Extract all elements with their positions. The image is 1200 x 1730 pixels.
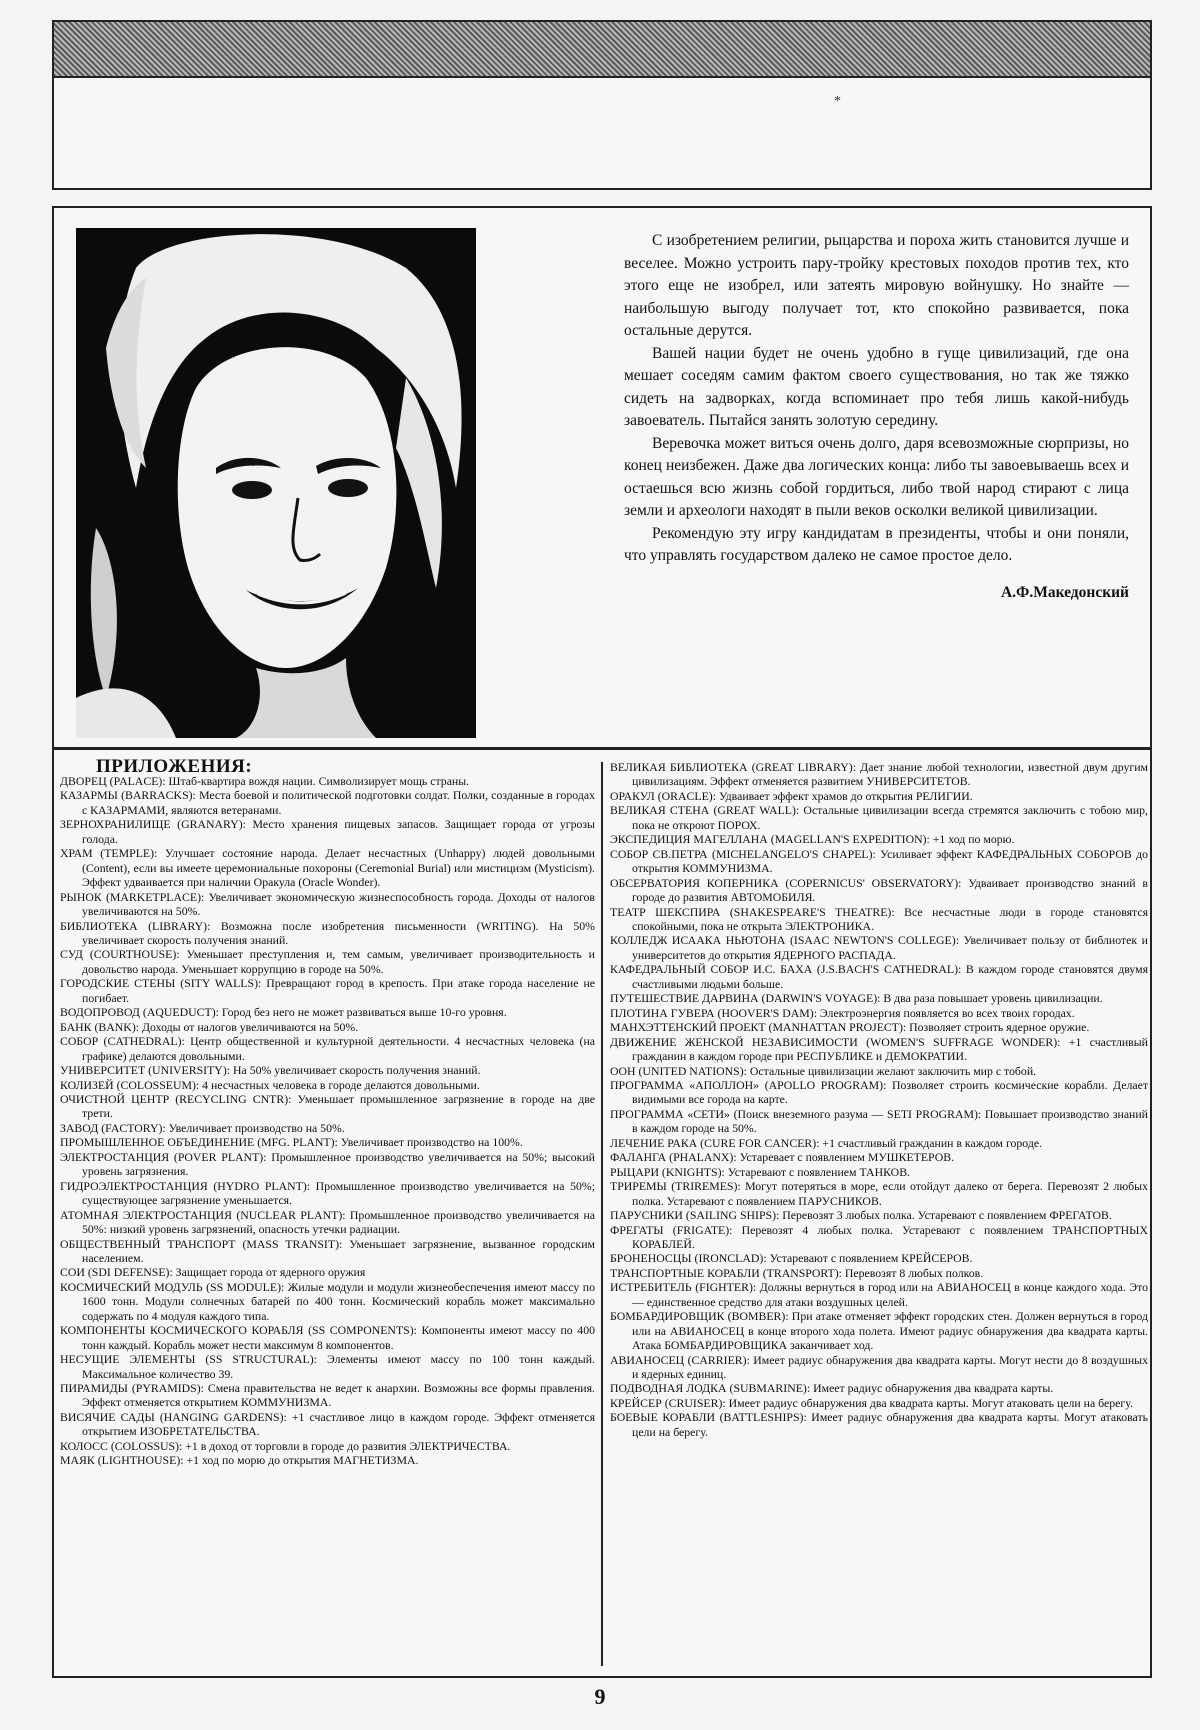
appendix-entry: ПОДВОДНАЯ ЛОДКА (SUBMARINE): Имеет радиус обнаружения два квадрата карты.: [610, 1381, 1054, 1396]
halftone-strip: [54, 22, 1150, 78]
appendix-entry: ТЕАТР ШЕКСПИРА (SHAKESPEARE'S THEATRE): Все несчастные люди в городе становятся спокойными, пока не открыта ЭЛЕКТРОНИКА.: [610, 904, 1148, 933]
appendix-entry: ФРЕГАТЫ (FRIGATE): Перевозят 4 любых полка. Устаревают с появлением ТРАНСПОРТНЫХ КОРАБЛЕЙ.: [610, 1222, 1148, 1251]
appendix-entry: КОЛИЗЕЙ (COLOSSEUM): 4 несчастных человека в городе делаются довольными.: [60, 1077, 480, 1092]
appendix-entry: КАФЕДРАЛЬНЫЙ СОБОР И.С. БАХА (J.S.BACH'S CATHEDRAL): В каждом городе становятся двумя счастливыми людьми больше.: [610, 962, 1148, 991]
appendix-left-column: [60, 774, 595, 1468]
appendix-entry: ПЛОТИНА ГУВЕРА (HOOVER'S DAM): Электроэнергия появляется во всех твоих городах.: [610, 1005, 1075, 1020]
intro-article: [624, 230, 1129, 604]
appendix-entry: УНИВЕРСИТЕТ (UNIVERSITY): На 50% увеличивает скорость получения знаний.: [60, 1063, 481, 1078]
intro-section: [52, 206, 1152, 749]
appendix-title: ПРИЛОЖЕНИЯ:: [96, 756, 253, 777]
intro-paragraph: Веревочка может виться очень долго, даря всевозможные сюрпризы, но конец неизбежен. Даже два логических конца: либо ты завоевываешь всех и остаешься всю жизнь собой гордиться, либо твой народ стирают с лица земли и археологи находят в пыли веков осколки великой цивилизации.: [624, 434, 1129, 519]
appendix-entry: ВОДОПРОВОД (AQUEDUCT): Город без него не может развиваться выше 10-го уровня.: [60, 1005, 507, 1020]
appendix-entry: БОМБАРДИРОВЩИК (BOMBER): При атаке отменяет эффект городских стен. Должен вернуться в город или на АВИАНОСЕЦ в конце второго хода полета. Имеют радиус обнаружения два квадрата карты. Атака БОМБАРДИРОВЩИКА заканчивает ход.: [610, 1309, 1148, 1353]
appendix-entry: ООН (UNITED NATIONS): Остальные цивилизации желают заключить мир с тобой.: [610, 1063, 1037, 1078]
appendix-entry: ТРАНСПОРТНЫЕ КОРАБЛИ (TRANSPORT): Перевозят 8 любых полков.: [610, 1265, 984, 1280]
appendix-entry: ПИРАМИДЫ (PYRAMIDS): Смена правительства не ведет к анархии. Возможны все формы правления. Эффект отменяется открытием КОММУНИЗМА.: [60, 1381, 595, 1410]
appendix-section: [52, 748, 1152, 1678]
appendix-entry: ОЧИСТНОЙ ЦЕНТР (RECYCLING CNTR): Уменьшает промышленное загрязнение в городе на две трети.: [60, 1091, 595, 1121]
appendix-entry: ИСТРЕБИТЕЛЬ (FIGHTER): Должны вернуться в город или на АВИАНОСЕЦ в конце каждого хода. Это — единственное средство для атаки воздушных целей.: [610, 1280, 1148, 1309]
appendix-entry: КОЛОСС (COLOSSUS): +1 в доход от торговли в городе до развития ЭЛЕКТРИЧЕСТВА.: [60, 1438, 511, 1453]
appendix-entry: НЕСУЩИЕ ЭЛЕМЕНТЫ (SS STRUCTURAL): Элементы имеют массу по 100 тонн каждый. Максимальное количество 39.: [60, 1352, 595, 1381]
appendix-entry: ЛЕЧЕНИЕ РАКА (CURE FOR CANCER): +1 счастливый гражданин в каждом городе.: [610, 1135, 1043, 1150]
appendix-entry: СУД (COURTHOUSE): Уменьшает преступления и, тем самым, увеличивает производительность и довольство народа. Уменьшает коррупцию в городе на 50%.: [60, 947, 595, 976]
header-mark: *: [834, 94, 841, 109]
appendix-entry: ВИСЯЧИЕ САДЫ (HANGING GARDENS): +1 счастливое лицо в каждом городе. Эффект отменяется открытием ИЗОБРЕТАТЕЛЬСТВА.: [60, 1409, 595, 1439]
appendix-entry: БАНК (BANK): Доходы от налогов увеличиваются на 50%.: [60, 1019, 359, 1034]
appendix-entry: ВЕЛИКАЯ БИБЛИОТЕКА (GREAT LIBRARY): Дает знание любой технологии, известной двум другим цивилизациям. Эффект отменяется развитием УНИВЕРСИТЕТОВ.: [610, 760, 1148, 789]
appendix-entry: ДВОРЕЦ (PALACE): Штаб-квартира вождя нации. Символизирует мощь страны.: [60, 774, 470, 788]
appendix-entry: ПРОГРАММА «СЕТИ» (Поиск внеземного разума — SETI PROGRAM): Повышает производство знаний в каждом городе на 50%.: [610, 1106, 1148, 1136]
intro-paragraph: Рекомендую эту игру кандидатам в президенты, чтобы и они поняли, что управлять государством далеко не самое простое дело.: [624, 524, 1129, 564]
appendix-entry: ГОРОДСКИЕ СТЕНЫ (SITY WALLS): Превращают город в крепость. При атаке города население не погибает.: [60, 976, 595, 1005]
appendix-entry: КРЕЙСЕР (CRUISER): Имеет радиус обнаружения два квадрата карты. Могут атаковать цели на берегу.: [610, 1395, 1133, 1410]
appendix-entry: ПУТЕШЕСТВИЕ ДАРВИНА (DARWIN'S VOYAGE): В два раза повышает уровень цивилизации.: [610, 991, 1103, 1006]
appendix-entry: АВИАНОСЕЦ (CARRIER): Имеет радиус обнаружения два квадрата карты. Могут нести до 8 воздушных и ядерных единиц.: [610, 1352, 1148, 1382]
appendix-entry: ОБСЕРВАТОРИЯ КОПЕРНИКА (COPERNICUS' OBSERVATORY): Удваивает производство знаний в городе до развития АВТОМОБИЛЯ.: [610, 875, 1148, 905]
appendix-entry: КОЛЛЕДЖ ИСААКА НЬЮТОНА (ISAAC NEWTON'S COLLEGE): Увеличивает пользу от библиотек и университетов до открытия ЯДЕРНОГО РАСПАДА.: [610, 933, 1148, 962]
appendix-entry: ТРИРЕМЫ (TRIREMES): Могут потеряться в море, если отойдут далеко от берега. Перевозят 2 любых полка. Устаревают с появлением ПАРУСНИКОВ.: [610, 1179, 1148, 1208]
appendix-entry: СОБОР СВ.ПЕТРА (MICHELANGELO'S CHAPEL): Усиливает эффект КАФЕДРАЛЬНЫХ СОБОРОВ до открытия КОММУНИЗМА.: [610, 846, 1148, 876]
appendix-entry: ПАРУСНИКИ (SAILING SHIPS): Перевозят 3 любых полка. Устаревают с появлением ФРЕГАТОВ.: [610, 1208, 1112, 1223]
appendix-entry: ОБЩЕСТВЕННЫЙ ТРАНСПОРТ (MASS TRANSIT): Уменьшает загрязнение, вызванное городским населением.: [60, 1236, 595, 1265]
appendix-entry: ГИДРОЭЛЕКТРОСТАНЦИЯ (HYDRO PLANT): Промышленное производство увеличивается на 50%; существующее загрязнение уменьшается.: [60, 1178, 595, 1208]
header-banner: [52, 20, 1152, 190]
appendix-entry: ЗАВОД (FACTORY): Увеличивает производство на 50%.: [60, 1120, 345, 1135]
appendix-entry: ДВИЖЕНИЕ ЖЕНСКОЙ НЕЗАВИСИМОСТИ (WOMEN'S SUFFRAGE WONDER): +1 счастливый гражданин в каждом городе при РЕСПУБЛИКЕ и ДЕМОКРАТИИ.: [610, 1034, 1148, 1064]
appendix-entry: ФАЛАНГА (PHALANX): Устаревает с появлением МУШКЕТЕРОВ.: [610, 1150, 955, 1165]
portrait-drawing: [76, 228, 476, 738]
author-signature: А.Ф.Македонский: [1000, 583, 1129, 601]
appendix-entry: ХРАМ (TEMPLE): Улучшает состояние народа. Делает несчастных (Unhappy) людей довольными (Content), если вы имеете церемониальные похороны (Ceremonial Burial) или мистицизм (Mysticism). Эффект удваивается при наличии Оракула (Oracle Wonder).: [60, 846, 595, 890]
appendix-entry: БОЕВЫЕ КОРАБЛИ (BATTLESHIPS): Имеет радиус обнаружения два квадрата карты. Могут атаковать цели на берегу.: [610, 1410, 1148, 1439]
appendix-entry: БРОНЕНОСЦЫ (IRONCLAD): Устаревают с появлением КРЕЙСЕРОВ.: [610, 1251, 973, 1266]
appendix-entry: ЭКСПЕДИЦИЯ МАГЕЛЛАНА (MAGELLAN'S EXPEDITION): +1 ход по морю.: [610, 832, 1015, 847]
appendix-entry: ПРОГРАММА «АПОЛЛОН» (APOLLO PROGRAM): Позволяет строить космические корабли. Делает видимыми все города на карте.: [610, 1077, 1148, 1107]
portrait-image: [76, 228, 476, 738]
appendix-entry: МАЯК (LIGHTHOUSE): +1 ход по морю до открытия МАГНЕТИЗМА.: [60, 1453, 419, 1468]
appendix-entry: ПРОМЫШЛЕННОЕ ОБЪЕДИНЕНИЕ (MFG. PLANT): Увеличивает производство на 100%.: [60, 1135, 523, 1150]
appendix-entry: ОРАКУЛ (ORACLE): Удваивает эффект храмов до открытия РЕЛИГИИ.: [610, 788, 973, 803]
column-divider: [601, 762, 603, 1666]
appendix-entry: КАЗАРМЫ (BARRACKS): Места боевой и политической подготовки солдат. Полки, созданные в городах с КАЗАРМАМИ, являются ветеранами.: [60, 788, 595, 817]
appendix-entry: СОБОР (CATHEDRAL): Центр общественной и культурной деятельности. 4 несчастных человека (на графике) делаются довольными.: [60, 1034, 595, 1063]
appendix-entry: КОСМИЧЕСКИЙ МОДУЛЬ (SS MODULE): Жилые модули и модули жизнеобеспечения имеют массу по 1600 тонн. Модули солнечных батарей по 400 тонн. Космический корабль может максимально содержать по 4 модуля каждого типа.: [60, 1279, 595, 1323]
appendix-entry: СОИ (SDI DEFENSE): Защищает города от ядерного оружия: [60, 1265, 366, 1280]
appendix-entry: БИБЛИОТЕКА (LIBRARY): Возможна после изобретения письменности (WRITING). На 50% увеличивает скорость получения знаний.: [60, 918, 595, 947]
intro-paragraph: С изобретением религии, рыцарства и пороха жить становится лучше и веселее. Можно устроить пару-тройку крестовых походов против тех, кто этого еще не изобрел, или затеять мировую войнушку. Но знайте — наибольшую выгоду получает тот, кто спокойно развивается, пока остальные дерутся.: [624, 232, 1129, 339]
appendix-entry: ЭЛЕКТРОСТАНЦИЯ (POVER PLANT): Промышленное производство увеличивается на 50%; высокий уровень загрязнения.: [60, 1149, 595, 1179]
appendix-entry: КОМПОНЕНТЫ КОСМИЧЕСКОГО КОРАБЛЯ (SS COMPONENTS): Компоненты имеют массу по 400 тонн каждый. Корабль может нести максимум 8 компонентов.: [60, 1323, 595, 1352]
appendix-entry: ВЕЛИКАЯ СТЕНА (GREAT WALL): Остальные цивилизации всегда стремятся заключить с тобою мир, пока не откроют ПОРОХ.: [610, 803, 1148, 832]
page-number: 9: [594, 1684, 606, 1709]
appendix-entry: РЫЦАРИ (KNIGHTS): Устаревают с появлением ТАНКОВ.: [610, 1164, 911, 1179]
appendix-entry: АТОМНАЯ ЭЛЕКТРОСТАНЦИЯ (NUCLEAR PLANT): Промышленное производство увеличивается на 50%: низкий уровень загрязнений, опасность утечки радиации.: [60, 1207, 595, 1237]
intro-paragraph: Вашей нации будет не очень удобно в гуще цивилизаций, где она мешает соседям самим фактом своего существования, но так же тяжко сидеть на задворках, когда вспоминает про тебя лишь какой-нибудь завоеватель. Пытайся занять золотую середину.: [624, 344, 1129, 429]
appendix-entry: МАНХЭТТЕНСКИЙ ПРОЕКТ (MANHATTAN PROJECT): Позволяет строить ядерное оружие.: [610, 1020, 1090, 1035]
appendix-entry: ЗЕРНОХРАНИЛИЩЕ (GRANARY): Место хранения пищевых запасов. Защищает города от угрозы голода.: [60, 817, 595, 846]
appendix-entry: РЫНОК (MARKETPLACE): Увеличивает экономическую жизнеспособность города. Доходы от налогов увеличиваются на 50%.: [60, 889, 595, 919]
appendix-right-column: [610, 760, 1148, 1439]
